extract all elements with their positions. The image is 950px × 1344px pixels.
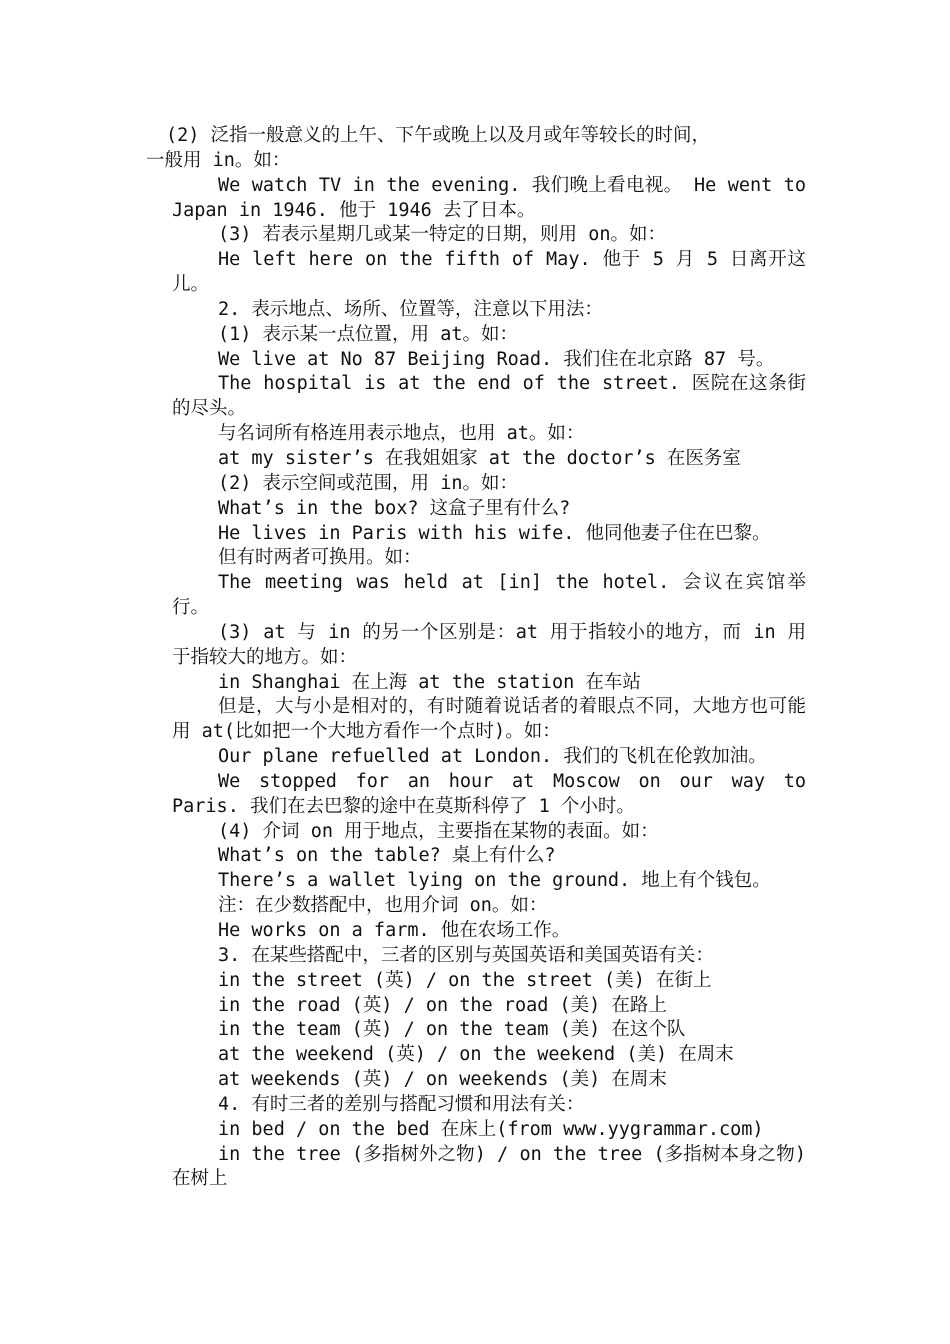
paragraph-31: at weekends (英) / on weekends (美) 在周末 [218, 1069, 667, 1091]
paragraph-34: in the tree (多指树外之物) / on the tree (多指树本身之物) 在树上 [172, 1143, 806, 1190]
paragraph-1-line-1: (2) 泛指一般意义的上午、下午或晚上以及月或年等较长的时间， [166, 125, 711, 146]
paragraph-1 [146, 124, 806, 174]
paragraph-11: (2) 表示空间或范围，用 in。如： [218, 472, 518, 494]
paragraph-22: What’s on the table? 桌上有什么? [218, 845, 556, 867]
paragraph-21: (4) 介词 on 用于地点，主要指在某物的表面。如： [218, 820, 659, 842]
paragraph-25: He works on a farm. 他在农场工作。 [218, 920, 571, 941]
paragraph-24: 注：在少数搭配中，也用介词 on。如： [218, 895, 548, 917]
paragraph-16: (3) at 与 in 的另一个区别是：at 用于指较小的地方，而 in 用于指较大的地方。如： [172, 621, 806, 668]
paragraph-15: The meeting was held at [in] the hotel. 会议在宾馆举行。 [172, 572, 806, 619]
paragraph-6: (1) 表示某一点位置，用 at。如： [218, 323, 518, 345]
paragraph-33: in bed / on the bed 在床上(from www.yygrammar.com) [218, 1118, 764, 1140]
paragraph-19: Our plane refuelled at London. 我们的飞机在伦敦加油。 [218, 746, 767, 768]
paragraph-13: He lives in Paris with his wife. 他同他妻子住在巴黎。 [218, 522, 771, 544]
paragraph-23: There’s a wallet lying on the ground. 地上有个钱包。 [218, 870, 771, 892]
paragraph-18: 但是，大与小是相对的，有时随着说话者的着眼点不同，大地方也可能用 at(比如把一个大地方看作一个点时)。如： [172, 696, 806, 743]
paragraph-8: The hospital is at the end of the street. 医院在这条街的尽头。 [172, 373, 806, 420]
paragraph-27: in the street (英) / on the street (美) 在街上 [218, 969, 712, 991]
paragraph-29: in the team (英) / on the team (美) 在这个队 [218, 1019, 686, 1041]
paragraph-1-line-2: 一般用 in。如： [146, 149, 291, 171]
paragraph-4: He left here on the fifth of May. 他于 5 月 5 日离开这儿。 [172, 249, 806, 296]
paragraph-2: We watch TV in the evening. 我们晚上看电视。 He went to Japan in 1946. 他于 1946 去了日本。 [172, 174, 806, 221]
paragraph-10: at my sister’s 在我姐姐家 at the doctor’s 在医务室 [218, 447, 741, 469]
body-text [146, 124, 806, 1192]
paragraph-32: 4. 有时三者的差别与搭配习惯和用法有关： [218, 1093, 585, 1115]
paragraph-20: We stopped for an hour at Moscow on our way to Paris. 我们在去巴黎的途中在莫斯科停了 1 个小时。 [172, 770, 806, 817]
paragraph-30: at the weekend (英) / on the weekend (美) 在周末 [218, 1044, 734, 1066]
paragraph-7: We live at No 87 Beijing Road. 我们住在北京路 87 号。 [218, 348, 775, 370]
paragraph-26: 3. 在某些搭配中，三者的区别与英国英语和美国英语有关： [218, 944, 714, 966]
paragraph-14: 但有时两者可换用。如： [218, 547, 422, 569]
paragraph-17: in Shanghai 在上海 at the station 在车站 [218, 671, 641, 693]
paragraph-12: What’s in the box? 这盒子里有什么? [218, 497, 571, 519]
paragraph-28: in the road (英) / on the road (美) 在路上 [218, 994, 667, 1016]
paragraph-9: 与名词所有格连用表示地点，也用 at。如： [218, 423, 585, 445]
paragraph-3: (3) 若表示星期几或某一特定的日期，则用 on。如： [218, 224, 666, 246]
paragraph-5: 2. 表示地点、场所、位置等，注意以下用法： [218, 298, 603, 320]
